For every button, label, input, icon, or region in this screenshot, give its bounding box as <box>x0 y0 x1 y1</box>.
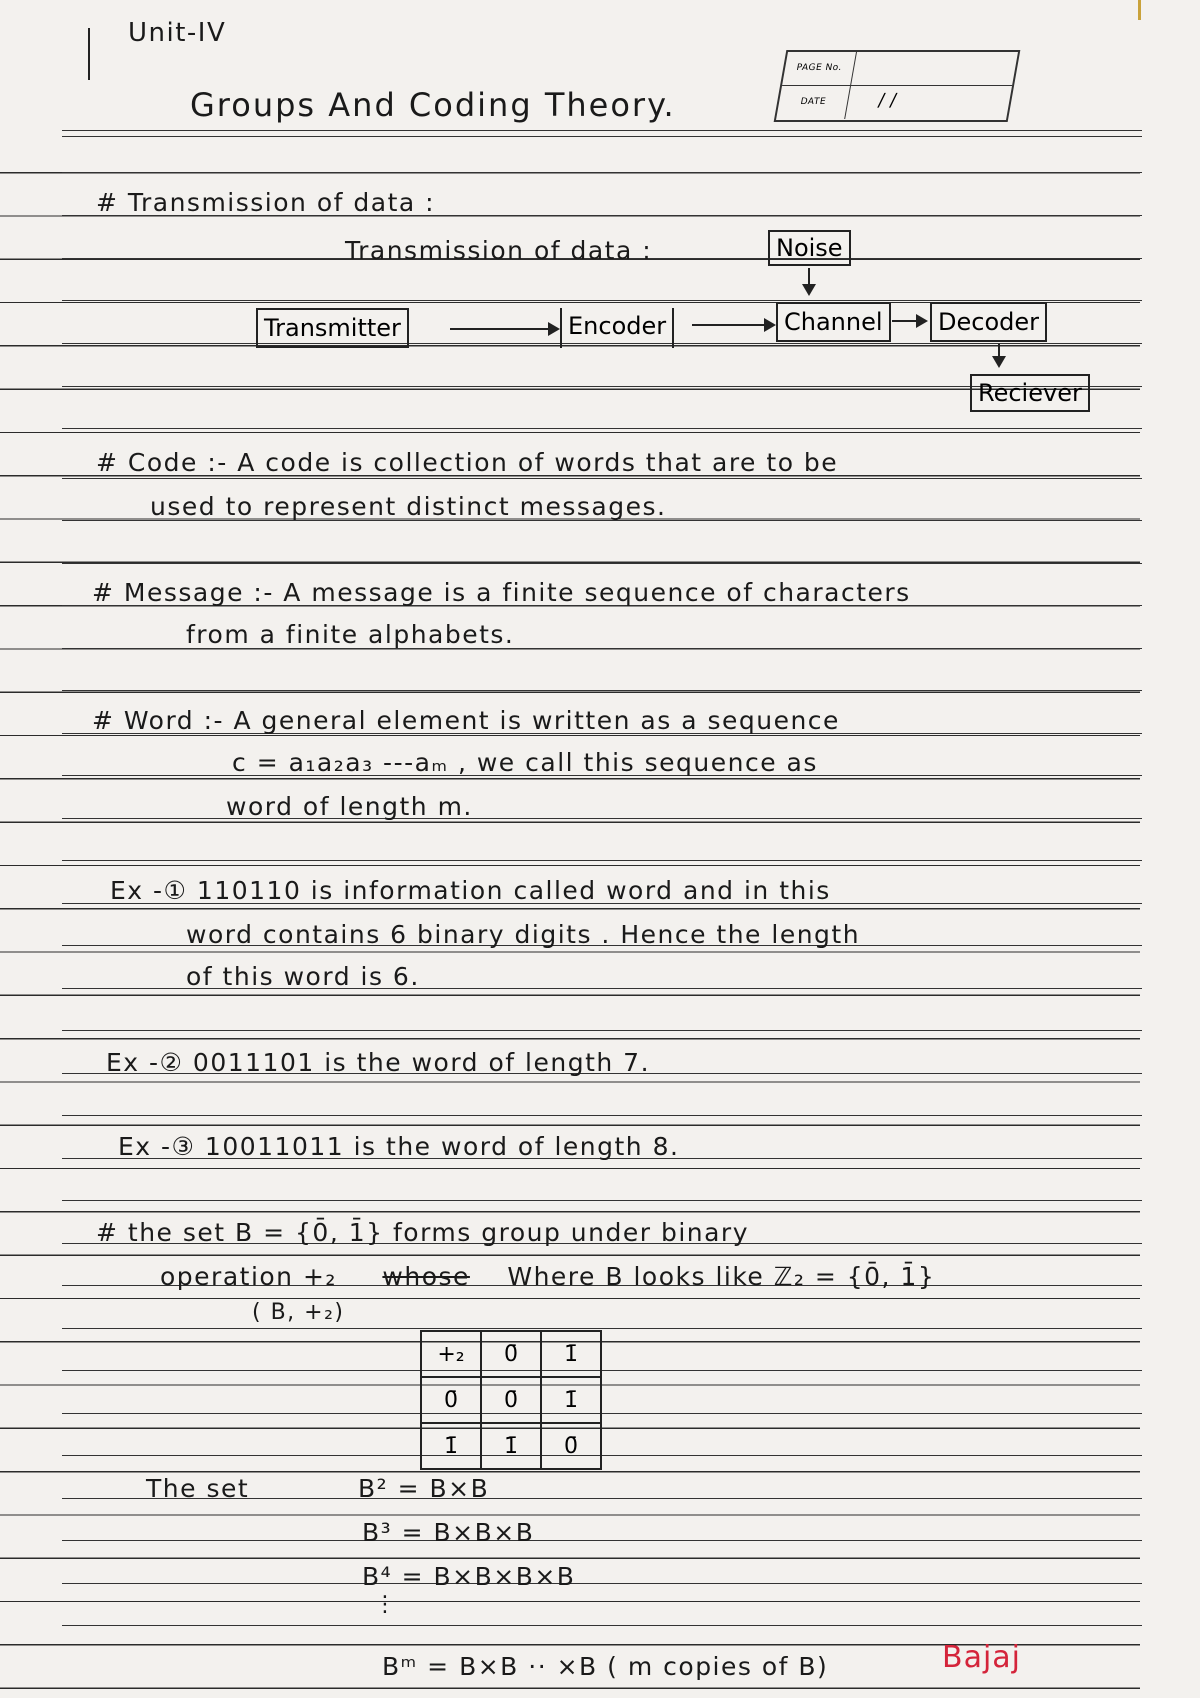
ruled-line <box>62 172 1142 173</box>
ruled-line <box>62 1200 1142 1201</box>
date-value: / / <box>876 90 899 111</box>
transmitter-box: Transmitter <box>256 308 409 348</box>
example-2: Ex -② 0011101 is the word of length 7. <box>106 1048 651 1077</box>
table-cell: 1̄ <box>481 1423 541 1469</box>
ruled-line <box>62 1625 1142 1626</box>
ruled-line <box>62 1540 1142 1541</box>
sets-label: The set <box>146 1474 250 1503</box>
noise-arrow <box>808 268 810 292</box>
ruled-line <box>62 690 1142 691</box>
set-b4: B⁴ = B×B×B×B <box>362 1562 576 1591</box>
example-1-line1: Ex -① 110110 is information called word and in this <box>110 876 831 905</box>
table-cell: 1̄ <box>421 1423 481 1469</box>
channel-decoder-arrow <box>892 320 926 322</box>
unit-label: Unit-IV <box>128 18 227 48</box>
set-bm: Bᵐ = B×B ·· ×B ( m copies of B) <box>382 1652 829 1681</box>
word-definition-line2: c = a₁a₂a₃ ---aₘ , we call this sequence as <box>232 748 818 777</box>
ruled-line <box>62 1030 1142 1031</box>
table-cell: 1̄ <box>541 1331 601 1377</box>
word-definition-line3: word of length m. <box>226 792 473 821</box>
table-cell: 0̄ <box>421 1377 481 1423</box>
group-line2-rest: Where B looks like ℤ₂ = {0̄, 1̄} <box>507 1262 936 1291</box>
message-definition-line1: # Message :- A message is a finite sequence of characters <box>92 578 911 607</box>
ruled-line <box>62 818 1142 819</box>
code-definition-line2: used to represent distinct messages. <box>150 492 667 521</box>
page-no-label: PAGE No. <box>782 52 857 85</box>
example-3: Ex -③ 10011011 is the word of length 8. <box>118 1132 680 1161</box>
group-line2-operation: operation +₂ <box>160 1262 337 1291</box>
ruled-line <box>62 428 1142 429</box>
example-1-line3: of this word is 6. <box>186 962 420 991</box>
message-definition-line2: from a finite alphabets. <box>186 620 515 649</box>
page-no-value <box>851 52 1018 85</box>
ruled-line <box>62 1328 1142 1329</box>
ruled-line <box>62 1370 1142 1371</box>
set-b2: B² = B×B <box>358 1474 490 1503</box>
code-definition-line1: # Code :- A code is collection of words that are to be <box>96 448 839 477</box>
example-1-line2: word contains 6 binary digits . Hence the length <box>186 920 861 949</box>
table-cell: 0̄ <box>481 1331 541 1377</box>
date-label: DATE <box>776 86 851 119</box>
transmitter-encoder-arrow <box>450 328 558 330</box>
noise-box: Noise <box>768 230 851 266</box>
addition-table <box>420 1330 602 1470</box>
set-ellipsis: ⋮ <box>374 1592 398 1617</box>
group-line3: ( B, +₂) <box>252 1300 345 1325</box>
encoder-channel-arrow <box>692 324 774 326</box>
ruled-line <box>62 136 1142 137</box>
transmission-subheading: Transmission of data : <box>345 236 653 265</box>
group-line1: # the set B = {0̄, 1̄} forms group under binary <box>96 1218 750 1247</box>
table-row <box>421 1377 601 1423</box>
margin-mark <box>88 28 90 80</box>
receiver-box: Reciever <box>970 374 1090 412</box>
transmission-heading: # Transmission of data : <box>96 188 436 217</box>
ruled-line <box>62 563 1142 564</box>
channel-box: Channel <box>776 302 891 342</box>
group-line2-struck-word: whose <box>382 1262 470 1291</box>
ruled-line <box>62 1583 1142 1584</box>
group-line2 <box>160 1262 935 1291</box>
word-definition-line1: # Word :- A general element is written as a sequence <box>92 706 840 735</box>
table-cell: 1̄ <box>541 1377 601 1423</box>
page-edge-mark <box>1138 0 1141 20</box>
signature: Bajaj <box>942 1640 1022 1675</box>
table-row <box>421 1331 601 1377</box>
ruled-line <box>62 478 1142 479</box>
decoder-box: Decoder <box>930 302 1047 342</box>
ruled-line <box>62 1455 1142 1456</box>
table-row <box>421 1423 601 1469</box>
ruled-line <box>62 130 1142 131</box>
encoder-box: Encoder <box>560 308 674 348</box>
decoder-receiver-arrow <box>998 344 1000 364</box>
table-cell: +₂ <box>421 1331 481 1377</box>
set-b3: B³ = B×B×B <box>362 1518 535 1547</box>
ruled-line <box>62 1115 1142 1116</box>
ruled-line <box>62 860 1142 861</box>
page-date-stamp <box>774 50 1021 122</box>
table-cell: 0̄ <box>481 1377 541 1423</box>
table-cell: 0̄ <box>541 1423 601 1469</box>
page-title: Groups And Coding Theory. <box>190 86 676 124</box>
ruled-line <box>62 1413 1142 1414</box>
